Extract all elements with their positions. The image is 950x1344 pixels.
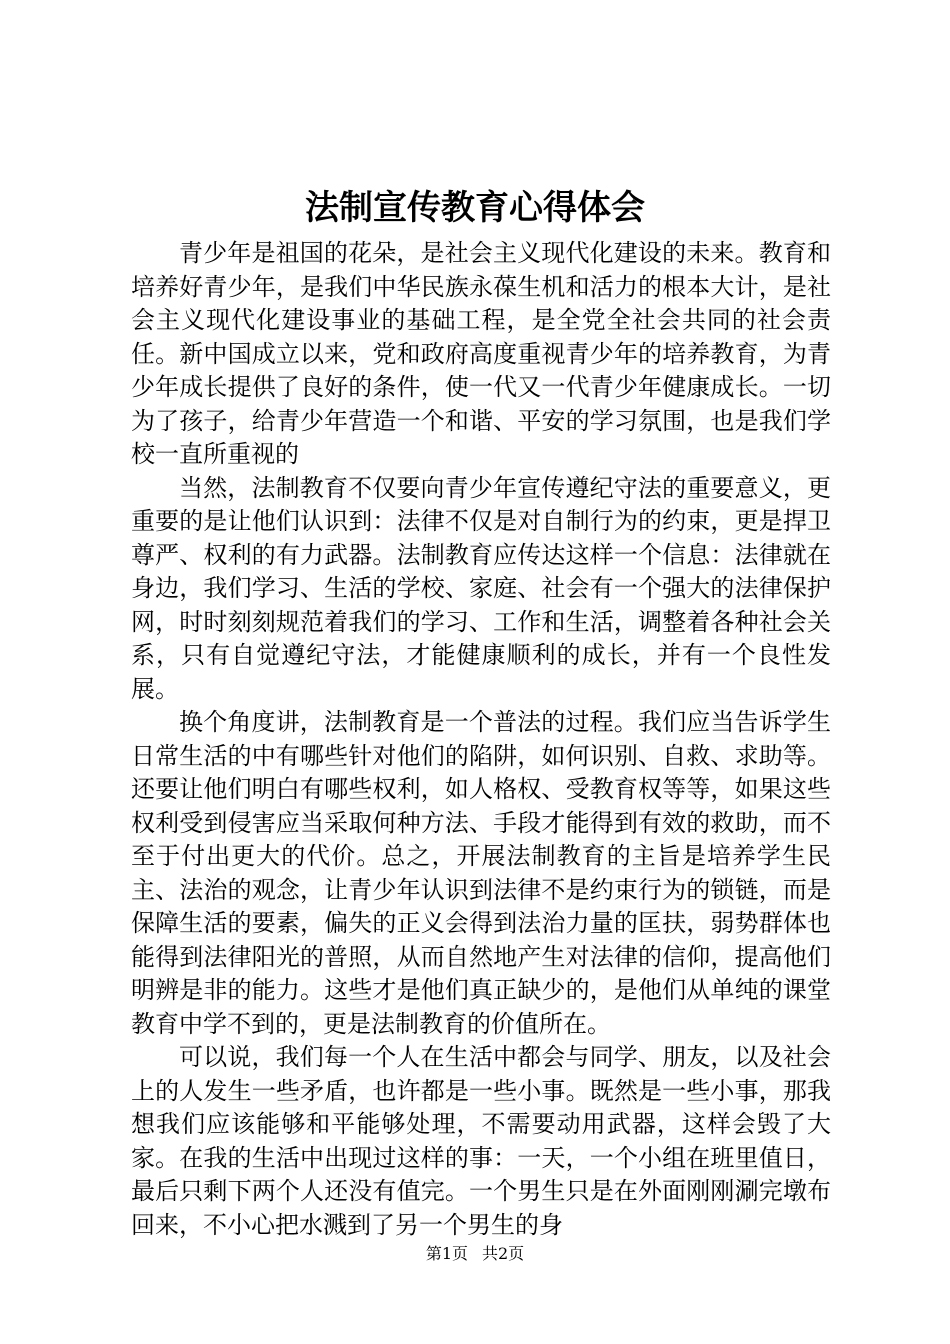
paragraph-1: 青少年是祖国的花朵，是社会主义现代化建设的未来。教育和培养好青少年，是我们中华民族永葆生机和活力的根本大计，是社会主义现代化建设事业的基础工程，是全党全社会共同的社会责任。新中国成立以来，党和政府高度重视青少年的培养教育，为青少年成长提供了良好的条件，使一代又一代青少年健康成长。一切为了孩子，给青少年营造一个和谐、平安的学习氛围，也是我们学校一直所重视的 xyxy=(131,239,831,468)
document-body xyxy=(131,237,831,1239)
page-number-current: 第1页 xyxy=(425,1244,468,1263)
paragraph-4: 可以说，我们每一个人在生活中都会与同学、朋友，以及社会上的人发生一些矛盾，也许都是一些小事。既然是一些小事，那我想我们应该能够和平能够处理，不需要动用武器，这样会毁了大家。在我的生活中出现过这样的事：一天，一个小组在班里值日，最后只剩下两个人还没有值完。一个男生只是在外面刚刚涮完墩布回来，不小心把水溅到了另一个男生的身 xyxy=(131,1043,831,1239)
page-number-total: 共2页 xyxy=(482,1244,525,1263)
paragraph-3: 换个角度讲，法制教育是一个普法的过程。我们应当告诉学生日常生活的中有哪些针对他们的陷阱，如何识别、自救、求助等。还要让他们明白有哪些权利，如人格权、受教育权等等，如果这些权利受到侵害应当采取何种方法、手段才能得到有效的救助，而不至于付出更大的代价。总之，开展法制教育的主旨是培养学生民主、法治的观念，让青少年认识到法律不是约束行为的锁链，而是保障生活的要素，偏失的正义会得到法治力量的匡扶，弱势群体也能得到法律阳光的普照，从而自然地产生对法律的信仰，提高他们明辨是非的能力。这些才是他们真正缺少的，是他们从单纯的课堂教育中学不到的，更是法制教育的价值所在。 xyxy=(131,708,831,1038)
paragraph-2: 当然，法制教育不仅要向青少年宣传遵纪守法的重要意义，更重要的是让他们认识到：法律不仅是对自制行为的约束，更是捍卫尊严、权利的有力武器。法制教育应传达这样一个信息：法律就在身边，我们学习、生活的学校、家庭、社会有一个强大的法律保护网，时时刻刻规范着我们的学习、工作和生活，调整着各种社会关系，只有自觉遵纪守法，才能健康顺利的成长，并有一个良性发展。 xyxy=(131,473,831,703)
page-footer xyxy=(0,1243,950,1265)
document-title: 法制宣传教育心得体会 xyxy=(305,188,645,228)
